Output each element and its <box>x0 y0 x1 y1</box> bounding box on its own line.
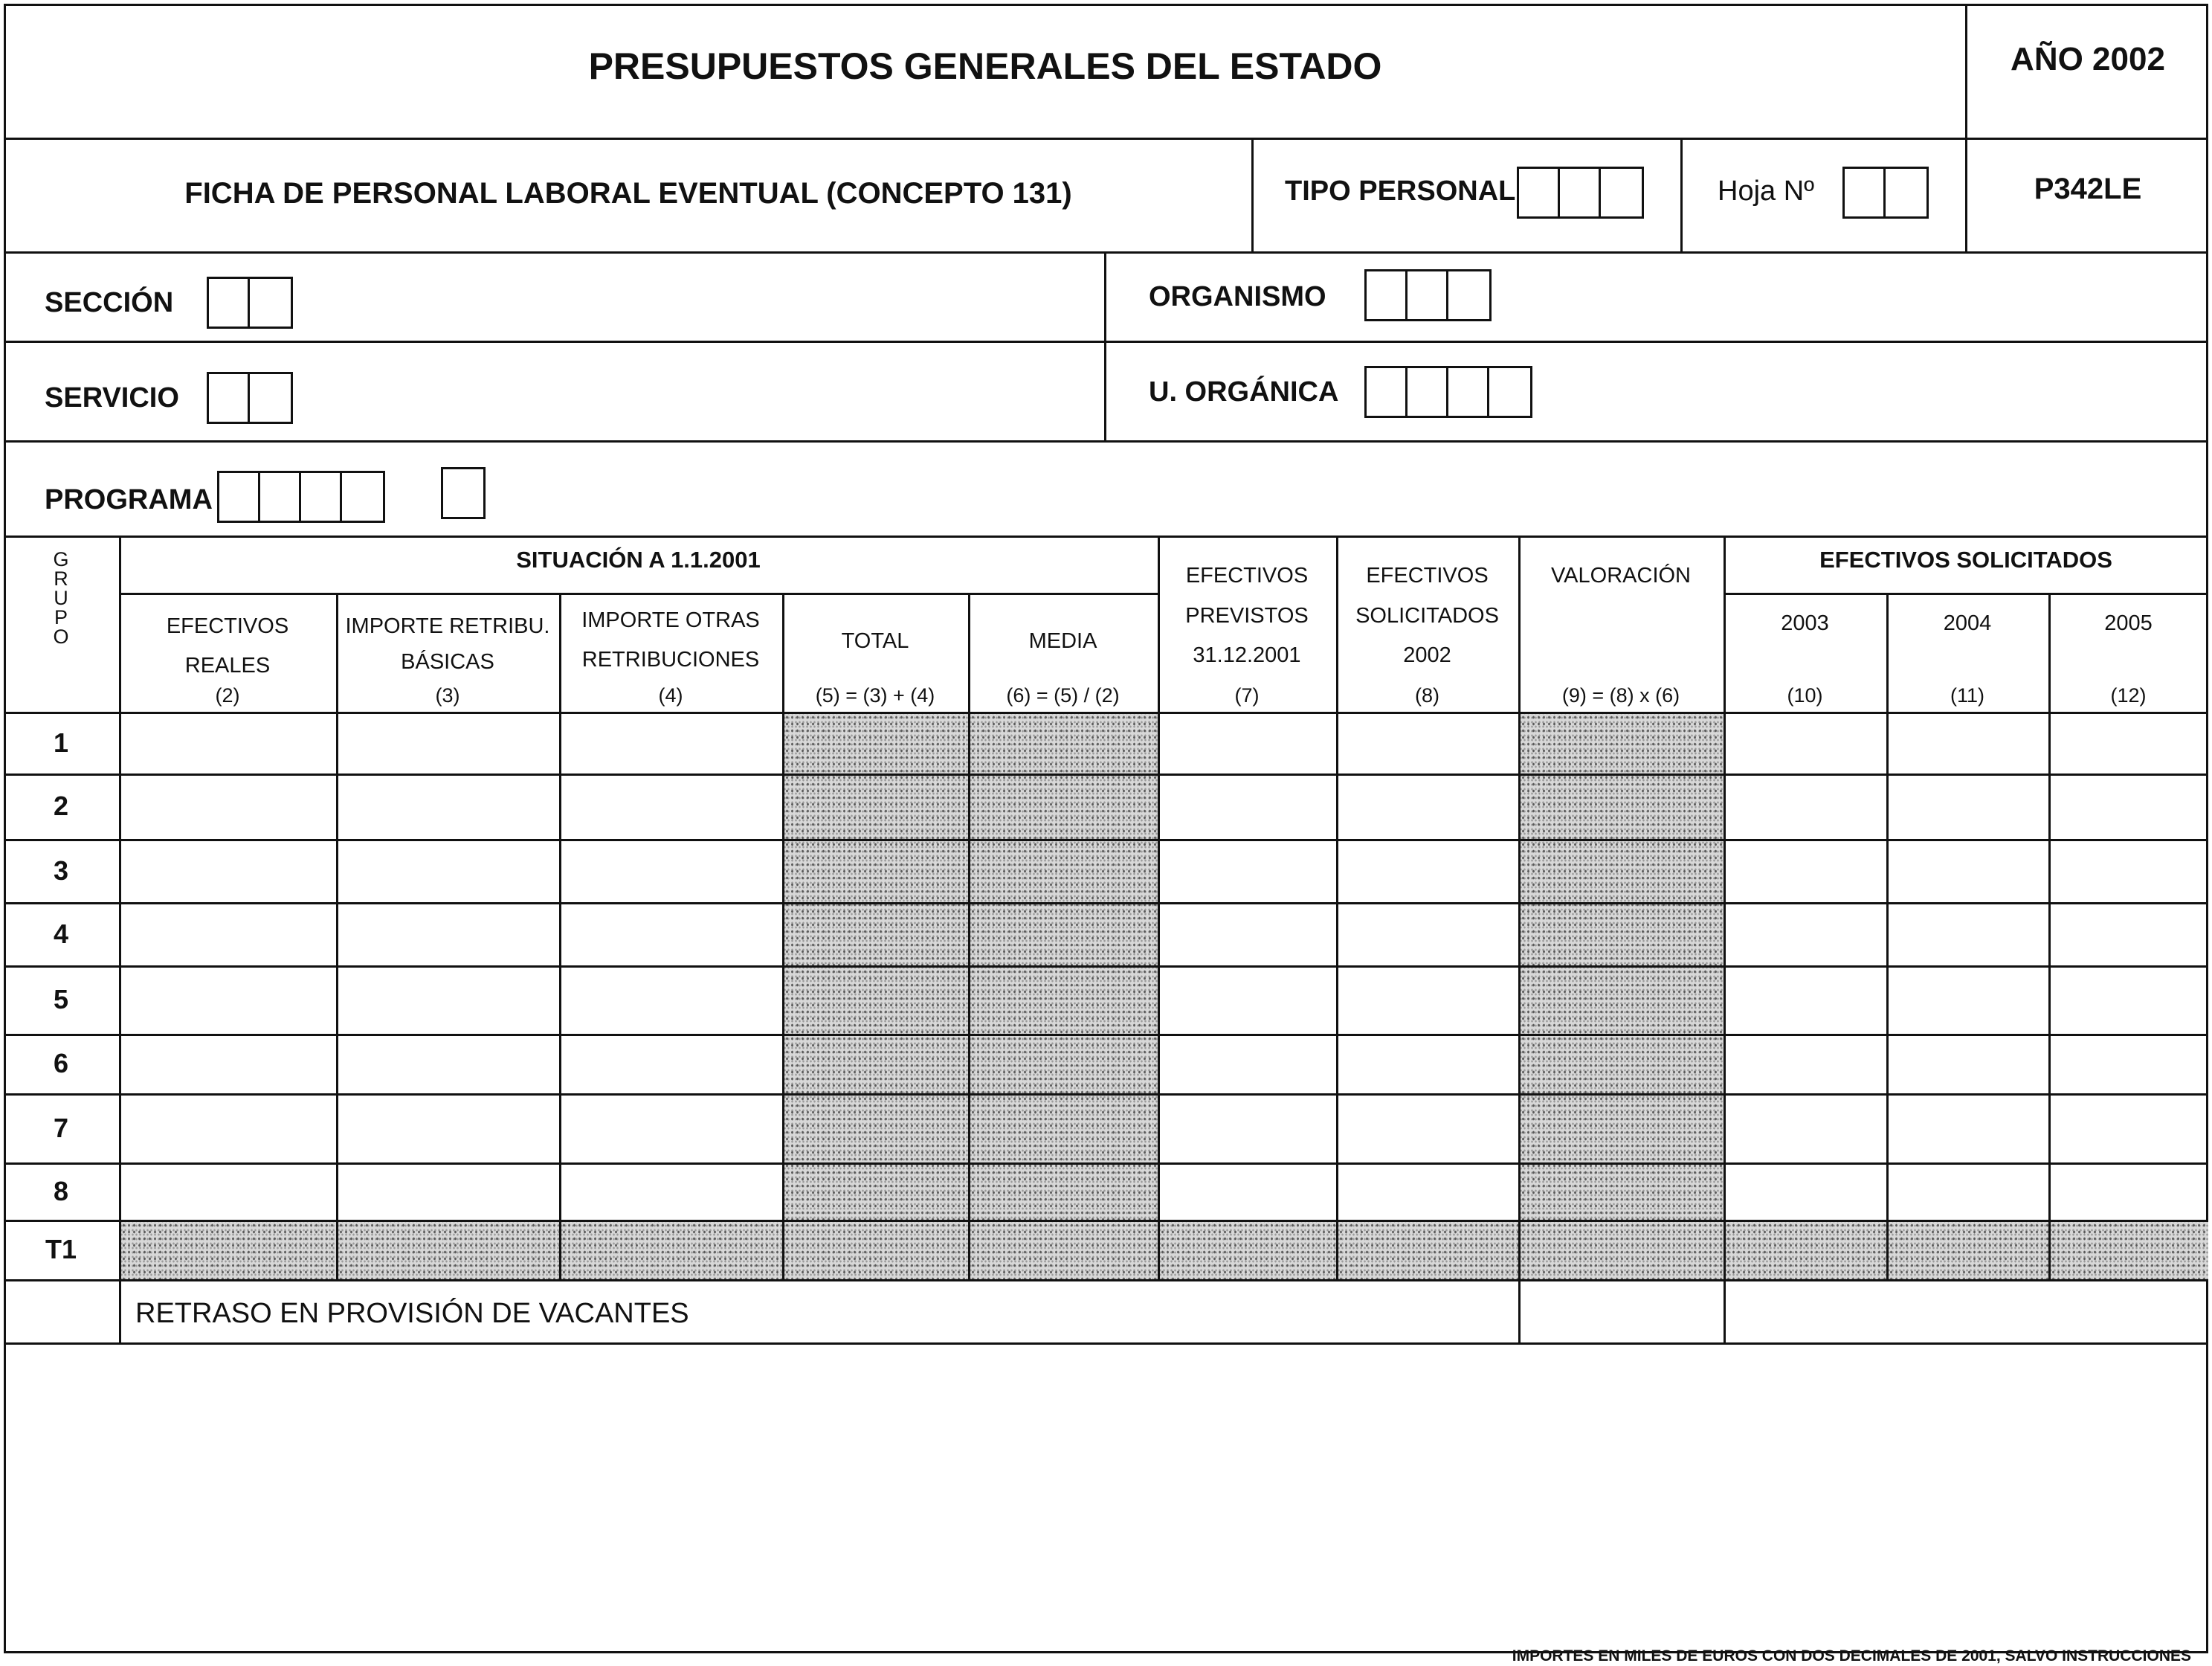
column-header: RETRIBUCIONES <box>581 648 760 672</box>
column-header: REALES <box>184 654 271 678</box>
divider <box>1680 138 1683 253</box>
column-number: (4) <box>658 684 683 707</box>
table-cell[interactable] <box>1160 841 1336 902</box>
table-cell <box>338 1222 559 1279</box>
table-cell <box>1521 1036 1724 1093</box>
code-box[interactable] <box>209 279 250 327</box>
row-label: 1 <box>53 727 69 758</box>
code-box[interactable] <box>342 473 383 521</box>
u-organica-input[interactable] <box>1364 366 1532 418</box>
table-cell <box>970 1036 1158 1093</box>
table-cell <box>970 968 1158 1034</box>
organismo-label: ORGANISMO <box>1149 281 1326 312</box>
retraso-label: RETRASO EN PROVISIÓN DE VACANTES <box>135 1298 689 1329</box>
efectivos-solicitados-header: EFECTIVOS SOLICITADOS <box>1819 547 2112 573</box>
divider <box>4 138 2208 140</box>
code-box[interactable] <box>260 473 301 521</box>
table-cell[interactable] <box>1726 1096 1886 1162</box>
table-cell[interactable] <box>561 776 782 839</box>
column-number: (11) <box>1950 684 1985 707</box>
column-header: IMPORTE OTRAS <box>581 608 760 632</box>
grupo-letter: O <box>53 625 69 648</box>
retraso-valoracion-cell[interactable] <box>1521 1281 1724 1342</box>
table-cell[interactable] <box>1338 904 1518 965</box>
table-cell[interactable] <box>2051 1096 2208 1162</box>
code-box[interactable] <box>1560 169 1601 216</box>
programa-label: PROGRAMA <box>45 484 213 515</box>
table-cell <box>970 776 1158 839</box>
code-box[interactable] <box>1367 368 1408 416</box>
table-cell[interactable] <box>2051 904 2208 965</box>
table-cell <box>970 841 1158 902</box>
divider <box>1251 138 1254 253</box>
table-cell[interactable] <box>561 904 782 965</box>
table-cell <box>1521 1096 1724 1162</box>
retraso-solicitados-cell[interactable] <box>1726 1281 2208 1342</box>
column-header: PREVISTOS <box>1185 604 1309 628</box>
code-box[interactable] <box>209 374 250 422</box>
column-header: 2002 <box>1403 643 1451 667</box>
situacion-underline <box>119 593 1158 595</box>
divider <box>4 536 2208 538</box>
table-cell[interactable] <box>2051 776 2208 839</box>
hoja-label: Hoja Nº <box>1718 176 1815 207</box>
column-header: EFECTIVOS <box>1185 564 1309 588</box>
table-cell[interactable] <box>121 904 336 965</box>
seccion-label: SECCIÓN <box>45 287 174 318</box>
divider <box>1965 4 1967 253</box>
table-cell[interactable] <box>1726 904 1886 965</box>
code-box[interactable] <box>250 279 291 327</box>
row-label: 6 <box>53 1048 69 1078</box>
hoja-input[interactable] <box>1842 167 1929 219</box>
table-cell[interactable] <box>1889 968 2048 1034</box>
column-number: (10) <box>1787 684 1823 707</box>
row-label: 3 <box>53 855 69 886</box>
table-cell[interactable] <box>2051 1036 2208 1093</box>
table-cell <box>1726 1222 1886 1279</box>
table-cell[interactable] <box>338 968 559 1034</box>
table-cell[interactable] <box>338 714 559 774</box>
row-label: 7 <box>53 1112 69 1143</box>
divider <box>1104 251 1106 441</box>
table-cell[interactable] <box>1338 1165 1518 1220</box>
code-box[interactable] <box>1886 169 1926 216</box>
u-organica-label: U. ORGÁNICA <box>1149 376 1339 408</box>
table-cell <box>970 1096 1158 1162</box>
table-cell[interactable] <box>1338 841 1518 902</box>
table-cell[interactable] <box>338 1036 559 1093</box>
seccion-input[interactable] <box>207 277 293 329</box>
form-title: FICHA DE PERSONAL LABORAL EVENTUAL (CONCEPTO 131) <box>184 177 1072 210</box>
table-cell <box>1521 714 1724 774</box>
organismo-input[interactable] <box>1364 269 1492 321</box>
row-label: 4 <box>53 918 69 949</box>
table-cell[interactable] <box>1338 1036 1518 1093</box>
table-cell[interactable] <box>338 1165 559 1220</box>
table-cell[interactable] <box>2051 968 2208 1034</box>
code-box[interactable] <box>1845 169 1886 216</box>
table-cell[interactable] <box>121 776 336 839</box>
row-label: 2 <box>53 791 69 821</box>
table-cell <box>1521 968 1724 1034</box>
column-header: VALORACIÓN <box>1550 564 1692 588</box>
code-box[interactable] <box>1519 169 1560 216</box>
column-number: (8) <box>1415 684 1439 707</box>
column-number: (6) = (5) / (2) <box>1006 684 1120 707</box>
table-cell[interactable] <box>121 1165 336 1220</box>
table-cell <box>1521 841 1724 902</box>
table-cell <box>970 714 1158 774</box>
tipo-personal-input[interactable] <box>1517 167 1644 219</box>
table-cell <box>2051 1222 2208 1279</box>
grupo-letter: P <box>54 606 68 628</box>
table-cell <box>784 776 968 839</box>
column-header: 2004 <box>1943 611 1992 635</box>
table-cell[interactable] <box>1338 714 1518 774</box>
table-cell[interactable] <box>1889 904 2048 965</box>
column-number: (3) <box>435 684 460 707</box>
column-number: (7) <box>1234 684 1260 707</box>
column-header: 2003 <box>1781 611 1829 635</box>
table-cell <box>784 1036 968 1093</box>
table-cell[interactable] <box>1160 968 1336 1034</box>
column-number: (9) = (8) x (6) <box>1561 684 1680 707</box>
table-cell[interactable] <box>2051 1165 2208 1220</box>
table-cell[interactable] <box>561 968 782 1034</box>
code-box[interactable] <box>301 473 342 521</box>
situacion-header: SITUACIÓN A 1.1.2001 <box>516 547 761 573</box>
table-cell[interactable] <box>1889 1036 2048 1093</box>
table-cell[interactable] <box>1160 1096 1336 1162</box>
table-cell <box>970 1222 1158 1279</box>
table-cell[interactable] <box>1338 776 1518 839</box>
table-cell[interactable] <box>1338 1096 1518 1162</box>
table-cell[interactable] <box>1889 1096 2048 1162</box>
table-cell[interactable] <box>1726 1165 1886 1220</box>
programa-input[interactable] <box>217 471 385 523</box>
table-cell <box>784 1222 968 1279</box>
table-cell[interactable] <box>1726 714 1886 774</box>
table-cell[interactable] <box>1726 841 1886 902</box>
table-cell <box>561 1222 782 1279</box>
table-cell <box>784 1165 968 1220</box>
code-box[interactable] <box>250 374 291 422</box>
code-box[interactable] <box>1367 271 1408 319</box>
table-cell <box>784 904 968 965</box>
table-cell[interactable] <box>338 904 559 965</box>
code-box[interactable] <box>219 473 260 521</box>
table-cell[interactable] <box>121 714 336 774</box>
table-cell[interactable] <box>338 776 559 839</box>
code-box[interactable] <box>1448 271 1489 319</box>
column-header: SOLICITADOS <box>1355 604 1499 628</box>
table-cell[interactable] <box>1889 1165 2048 1220</box>
row-label: T1 <box>45 1234 77 1264</box>
footer-note: IMPORTES EN MILES DE EUROS CON DOS DECIMALES DE 2001, SALVO INSTRUCCIONES <box>1512 1647 2191 1665</box>
table-cell <box>970 904 1158 965</box>
table-cell <box>784 714 968 774</box>
page-title: PRESUPUESTOS GENERALES DEL ESTADO <box>588 45 1382 87</box>
table-cell <box>970 1165 1158 1220</box>
table-cell[interactable] <box>1726 968 1886 1034</box>
column-header: EFECTIVOS <box>166 614 289 638</box>
table-cell[interactable] <box>2051 841 2208 902</box>
code-box[interactable] <box>1601 169 1642 216</box>
column-header: MEDIA <box>1028 629 1097 653</box>
table-cell[interactable] <box>1338 968 1518 1034</box>
table-cell[interactable] <box>1160 1036 1336 1093</box>
table-cell <box>1160 1222 1336 1279</box>
table-cell[interactable] <box>1160 904 1336 965</box>
servicio-input[interactable] <box>207 372 293 424</box>
table-cell <box>784 1096 968 1162</box>
table-cell[interactable] <box>561 1165 782 1220</box>
grupo-letter: G <box>53 548 69 570</box>
column-header: 31.12.2001 <box>1193 643 1301 667</box>
code-box[interactable] <box>1489 368 1530 416</box>
table-cell[interactable] <box>121 841 336 902</box>
form-code: P342LE <box>2034 173 2142 205</box>
row-label: 8 <box>53 1175 69 1206</box>
column-number: (12) <box>2110 684 2147 707</box>
code-box[interactable] <box>1408 368 1448 416</box>
tipo-personal-label: TIPO PERSONAL <box>1285 176 1516 207</box>
table-cell[interactable] <box>1889 776 2048 839</box>
column-header: BÁSICAS <box>401 650 494 674</box>
column-header: EFECTIVOS <box>1366 564 1489 588</box>
table-cell[interactable] <box>338 841 559 902</box>
code-box[interactable] <box>443 469 483 517</box>
table-cell[interactable] <box>1160 776 1336 839</box>
table-cell[interactable] <box>1889 714 2048 774</box>
table-cell[interactable] <box>561 841 782 902</box>
table-cell <box>784 968 968 1034</box>
table-cell[interactable] <box>1726 1036 1886 1093</box>
table-cell[interactable] <box>121 1096 336 1162</box>
table-cell[interactable] <box>561 714 782 774</box>
table-cell[interactable] <box>1160 1165 1336 1220</box>
table-cell[interactable] <box>1889 841 2048 902</box>
divider <box>4 440 2208 443</box>
code-box[interactable] <box>1408 271 1448 319</box>
table-cell[interactable] <box>121 968 336 1034</box>
column-header: IMPORTE RETRIBU. <box>345 614 550 638</box>
table-cell <box>121 1222 336 1279</box>
table-cell[interactable] <box>561 1036 782 1093</box>
table-cell <box>1521 904 1724 965</box>
grupo-letter: U <box>54 587 68 609</box>
table-cell[interactable] <box>121 1036 336 1093</box>
solicitados-underline <box>1724 593 2208 595</box>
year-label: AÑO 2002 <box>2011 41 2165 77</box>
table-cell[interactable] <box>338 1096 559 1162</box>
table-cell <box>1889 1222 2048 1279</box>
blank-area <box>6 1345 2206 1651</box>
table-cell <box>1521 776 1724 839</box>
table-cell[interactable] <box>1160 714 1336 774</box>
code-box[interactable] <box>1448 368 1489 416</box>
table-cell <box>1521 1165 1724 1220</box>
row-label: 5 <box>53 984 69 1014</box>
programa-suffix-input[interactable] <box>441 467 486 519</box>
column-number: (5) = (3) + (4) <box>815 684 935 707</box>
table-cell <box>784 841 968 902</box>
table-cell <box>1521 1222 1724 1279</box>
column-header: 2005 <box>2104 611 2153 635</box>
servicio-label: SERVICIO <box>45 382 179 414</box>
table-cell[interactable] <box>561 1096 782 1162</box>
table-cell[interactable] <box>1726 776 1886 839</box>
column-header: TOTAL <box>841 629 909 653</box>
column-number: (2) <box>215 684 240 707</box>
table-cell[interactable] <box>2051 714 2208 774</box>
table-cell <box>1338 1222 1518 1279</box>
grupo-letter: R <box>54 567 68 590</box>
